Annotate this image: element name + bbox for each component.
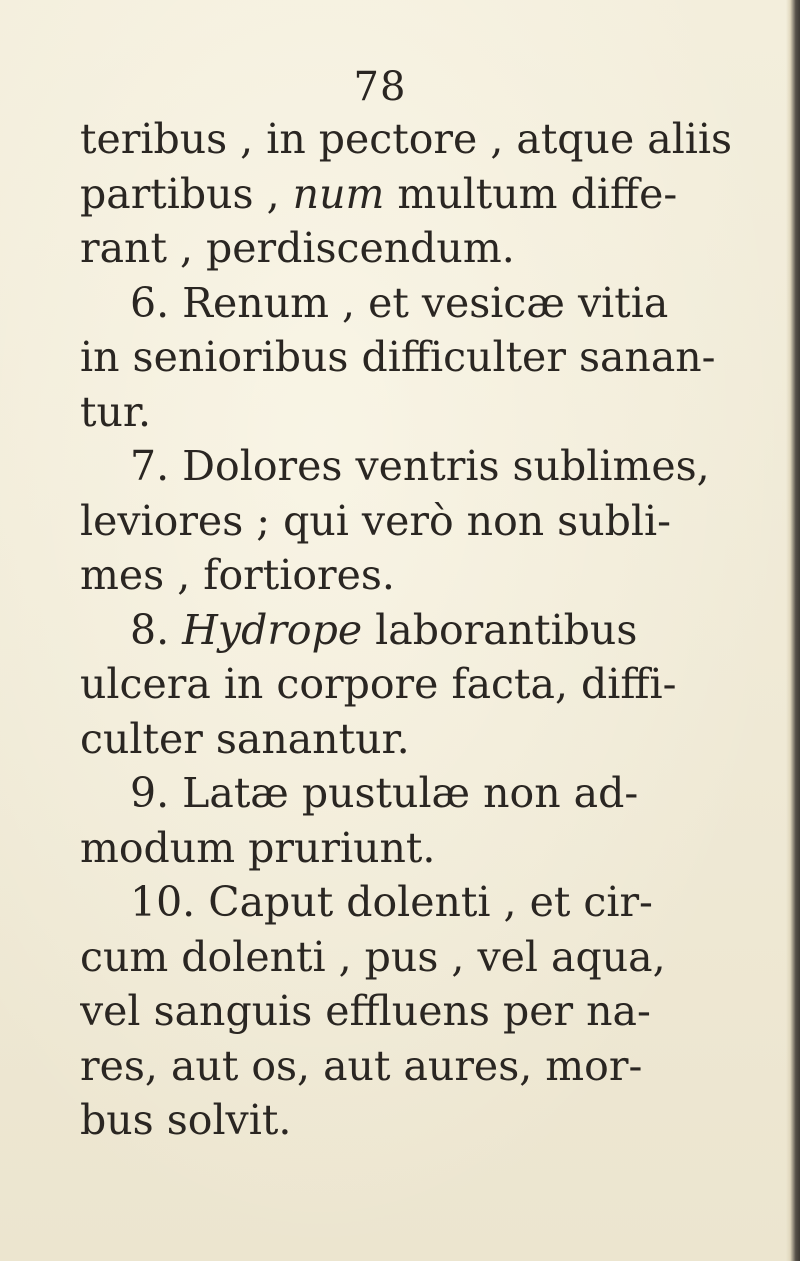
- text-line: tur.: [80, 387, 152, 436]
- text-line: teribus , in pectore , atque aliis: [80, 115, 733, 163]
- text-line: rant , perdiscendum.: [80, 224, 515, 272]
- text-line: cum dolenti , pus , vel aqua,: [80, 932, 666, 981]
- text-line-aphorism-6: 6. Renum , et vesicæ vitia: [130, 278, 669, 327]
- page-body-text: [80, 112, 770, 1148]
- text-line: res, aut os, aut aures, mor-: [80, 1041, 643, 1090]
- text-line-aphorism-7: 7. Dolores ventris sublimes,: [130, 442, 710, 490]
- text-line: ulcera in corpore facta, diffi-: [80, 660, 677, 708]
- page-edge-shadow: [786, 0, 800, 1261]
- text-line: leviores ; qui verò non subli-: [80, 496, 671, 545]
- text-line-aphorism-9: 9. Latæ pustulæ non ad-: [130, 769, 639, 817]
- text-line-aphorism-10: 10. Caput dolenti , et cir-: [130, 878, 653, 926]
- text-line: in senioribus difficulter sanan-: [80, 333, 716, 381]
- text-line: vel sanguis effluens per na-: [80, 987, 651, 1035]
- text-line-aphorism-8: 8. Hydrope laborantibus: [130, 605, 638, 654]
- text-line: partibus , num multum diffe-: [80, 169, 678, 218]
- text-line: mes , fortiores.: [80, 551, 395, 599]
- text-line: bus solvit.: [80, 1096, 292, 1144]
- page-number: 78: [353, 64, 407, 110]
- text-line: modum pruriunt.: [80, 823, 436, 872]
- text-line: culter sanantur.: [80, 714, 410, 763]
